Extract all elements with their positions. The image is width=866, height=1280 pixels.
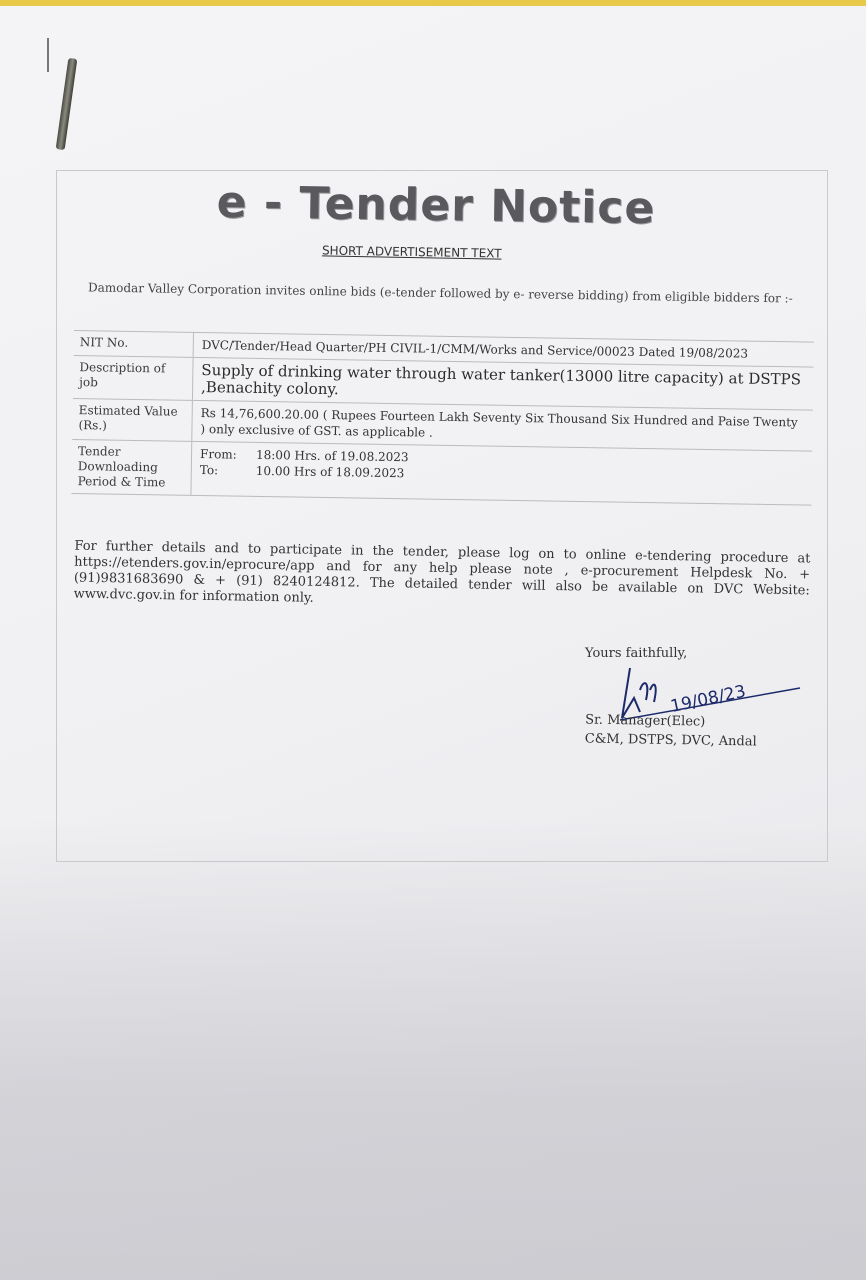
notice-title: e - Tender Notice [216,176,656,235]
closing-salutation: Yours faithfully, [585,646,688,661]
signature-date: 19/08/23 [668,681,748,717]
tender-details-table [71,330,813,506]
period-to-label: To: [199,462,219,478]
description-label: Description of job [73,356,194,400]
table-row [71,439,812,506]
page-shadow [0,820,866,1280]
period-label: Tender Downloading Period & Time [71,440,192,495]
nit-label: NIT No. [74,331,194,357]
designation-line-2: C&M, DSTPS, DVC, Andal [584,731,757,750]
estimated-value: Rs 14,76,600.20.00 ( Rupees Fourteen Lakh Seventy Six Thousand Six Hundred and Paise Twenty ) only exclusive of GST. as applicable . [200,406,798,440]
pin-mark [47,38,49,72]
designation [585,711,758,752]
notice-frame [56,170,828,862]
intro-text: Damodar Valley Corporation invites online bids (e-tender followed by e- reverse bidding) from eligible bidders for :- [87,280,793,306]
notice-subtitle: SHORT ADVERTISEMENT TEXT [321,243,502,261]
period-to-value: 10.00 Hrs of 18.09.2023 [255,463,405,481]
period-from-label: From: [199,446,237,462]
nit-value: DVC/Tender/Head Quarter/PH CIVIL-1/CMM/Works and Service/00023 Dated 19/08/2023 [201,338,749,361]
period-value [191,442,812,505]
period-from-value: 18:00 Hrs. of 19.08.2023 [255,447,409,465]
description-value: Supply of drinking water through water tanker(13000 litre capacity) at DSTPS ,Benachity colony. [200,361,802,399]
further-details-text: For further details and to participate in the tender, please log on to online e-tendering procedure at https://etenders.gov.in/eprocure/app and for any help please note , e-procurement Helpdesk No. + (91)9831683690 & + (91) 8240124812. The detailed tender will also be available on DVC Website: www.dvc.gov.in for information only. [73,538,811,606]
estimated-label: Estimated Value (Rs.) [72,399,193,441]
designation-line-1: Sr. Manager(Elec) [585,712,706,730]
